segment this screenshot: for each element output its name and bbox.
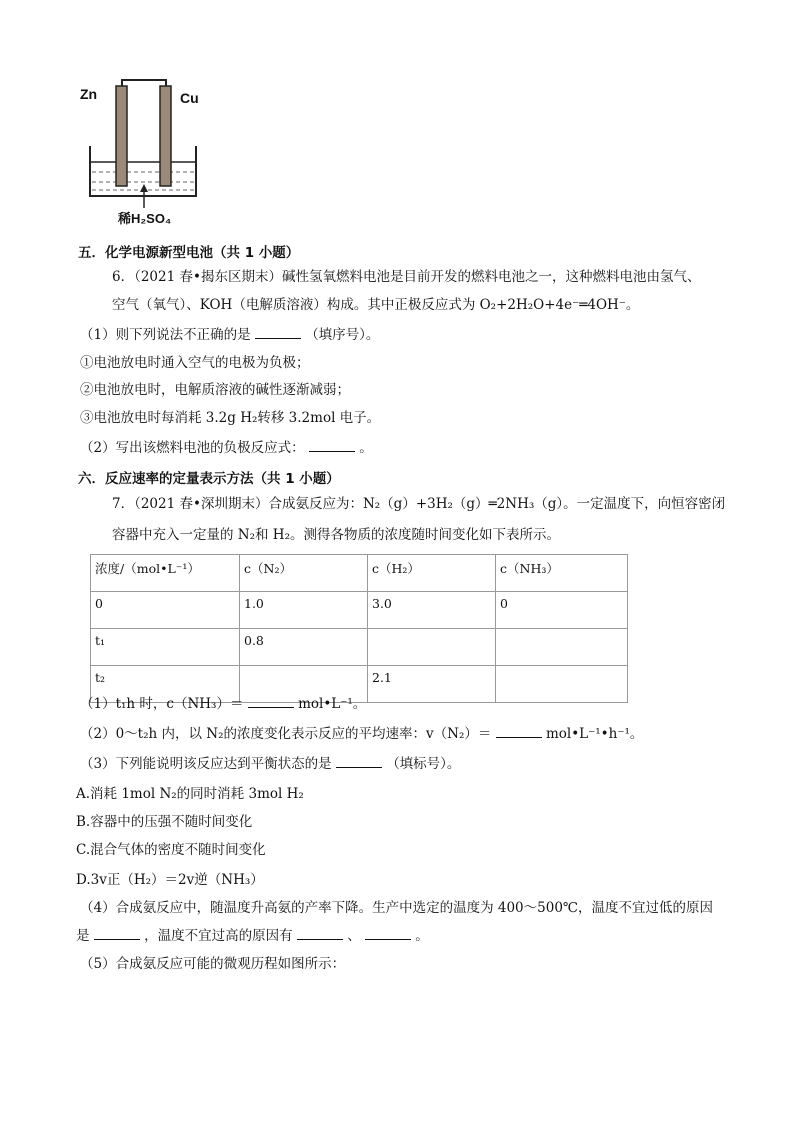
table-cell: t₂ bbox=[91, 666, 240, 703]
q7-part2-text: （2）0～t₂h 内，以 N₂的浓度变化表示反应的平均速率：v（N₂）＝ bbox=[80, 726, 492, 742]
answer-blank[interactable] bbox=[336, 755, 382, 768]
acid-label: 稀H₂SO₄ bbox=[118, 211, 172, 226]
answer-blank[interactable] bbox=[297, 927, 343, 940]
section6-heading: 六．反应速率的定量表示方法（共 1 小题） bbox=[78, 471, 340, 487]
answer-blank[interactable] bbox=[496, 725, 542, 738]
q7-option-a: A.消耗 1mol N₂的同时消耗 3mol H₂ bbox=[76, 786, 304, 802]
table-header-row bbox=[91, 555, 628, 592]
q7-part4-lead: 是 bbox=[76, 928, 90, 944]
q6-option1: ①电池放电时通入空气的电极为负极； bbox=[80, 355, 310, 371]
galvanic-cell-diagram bbox=[78, 76, 208, 236]
q7-part3-tail: （填标号）。 bbox=[386, 756, 461, 772]
table-cell bbox=[368, 629, 496, 666]
q7-part3 bbox=[80, 755, 460, 773]
table-cell: 0 bbox=[91, 592, 240, 629]
q6-part2-tail: 。 bbox=[359, 440, 373, 456]
q6-part1-tail: （填序号）。 bbox=[305, 327, 380, 343]
table-cell: 0 bbox=[496, 592, 628, 629]
q7-part2-unit: mol•L⁻¹•h⁻¹。 bbox=[545, 726, 644, 742]
q6-part2-text: （2）写出该燃料电池的负极反应式： bbox=[80, 440, 305, 456]
q6-part1-text: （1）则下列说法不正确的是 bbox=[80, 327, 251, 343]
q7-part2 bbox=[80, 725, 643, 743]
q7-part5: （5）合成氨反应可能的微观历程如图所示： bbox=[80, 956, 346, 972]
table-header-cell: 浓度/（mol•L⁻¹） bbox=[91, 555, 240, 592]
table-header-cell: c（H₂） bbox=[368, 555, 496, 592]
q7-option-b: B.容器中的压强不随时间变化 bbox=[76, 814, 253, 830]
answer-blank[interactable] bbox=[309, 439, 355, 452]
answer-blank[interactable] bbox=[248, 695, 294, 708]
q7-part4-sep: 、 bbox=[347, 928, 361, 944]
q6-part1 bbox=[80, 326, 379, 344]
q7-option-c: C.混合气体的密度不随时间变化 bbox=[76, 842, 266, 858]
q7-part4-end: 。 bbox=[415, 928, 429, 944]
cu-label: Cu bbox=[180, 90, 199, 106]
zn-label: Zn bbox=[80, 86, 98, 102]
q7-part4-mid: ，温度不宜过高的原因有 bbox=[144, 928, 293, 944]
q7-line1: 7．（2021 春•深圳期末）合成氨反应为：N₂（g）+3H₂（g）═2NH₃（g）。一定温度下，向恒容密闭 bbox=[112, 496, 726, 512]
table-cell: t₁ bbox=[91, 629, 240, 666]
table-cell: 0.8 bbox=[240, 629, 368, 666]
q7-part1-unit: mol•L⁻¹。 bbox=[298, 696, 367, 712]
q7-part1 bbox=[80, 695, 366, 713]
q7-part1-text: （1）t₁h 时，c（NH₃）＝ bbox=[80, 696, 244, 712]
q7-line2: 容器中充入一定量的 N₂和 H₂。测得各物质的浓度随时间变化如下表所示。 bbox=[112, 527, 560, 543]
q7-option-d: D.3v正（H₂）＝2v逆（NH₃） bbox=[76, 872, 264, 888]
q7-part3-text: （3）下列能说明该反应达到平衡状态的是 bbox=[80, 756, 332, 772]
answer-blank[interactable] bbox=[255, 326, 301, 339]
table-cell: 1.0 bbox=[240, 592, 368, 629]
answer-blank[interactable] bbox=[94, 927, 140, 940]
table-header-cell: c（NH₃） bbox=[496, 555, 628, 592]
q6-line1: 6．（2021 春•揭东区期末）碱性氢氧燃料电池是目前开发的燃料电池之一，这种燃料电池由氢气、 bbox=[112, 269, 701, 285]
q7-part4-line1: （4）合成氨反应中，随温度升高氨的产率下降。生产中选定的温度为 400～500℃，温度不宜过低的原因 bbox=[80, 900, 714, 916]
table-cell: 2.1 bbox=[368, 666, 496, 703]
table-cell bbox=[496, 666, 628, 703]
q6-option3: ③电池放电时每消耗 3.2g H₂转移 3.2mol 电子。 bbox=[80, 410, 381, 426]
concentration-table bbox=[90, 554, 628, 703]
table-row bbox=[91, 592, 628, 629]
q7-part4-line2 bbox=[76, 927, 429, 945]
answer-blank[interactable] bbox=[365, 927, 411, 940]
table-cell bbox=[496, 629, 628, 666]
table-header-cell: c（N₂） bbox=[240, 555, 368, 592]
table-row bbox=[91, 629, 628, 666]
section5-heading: 五．化学电源新型电池（共 1 小题） bbox=[78, 245, 300, 261]
table-cell: 3.0 bbox=[368, 592, 496, 629]
q6-line2: 空气（氧气）、KOH（电解质溶液）构成。其中正极反应式为 O₂+2H₂O+4e⁻═4OH⁻。 bbox=[112, 297, 640, 313]
q6-part2 bbox=[80, 439, 373, 457]
q6-option2: ②电池放电时，电解质溶液的碱性逐渐减弱； bbox=[80, 382, 350, 398]
